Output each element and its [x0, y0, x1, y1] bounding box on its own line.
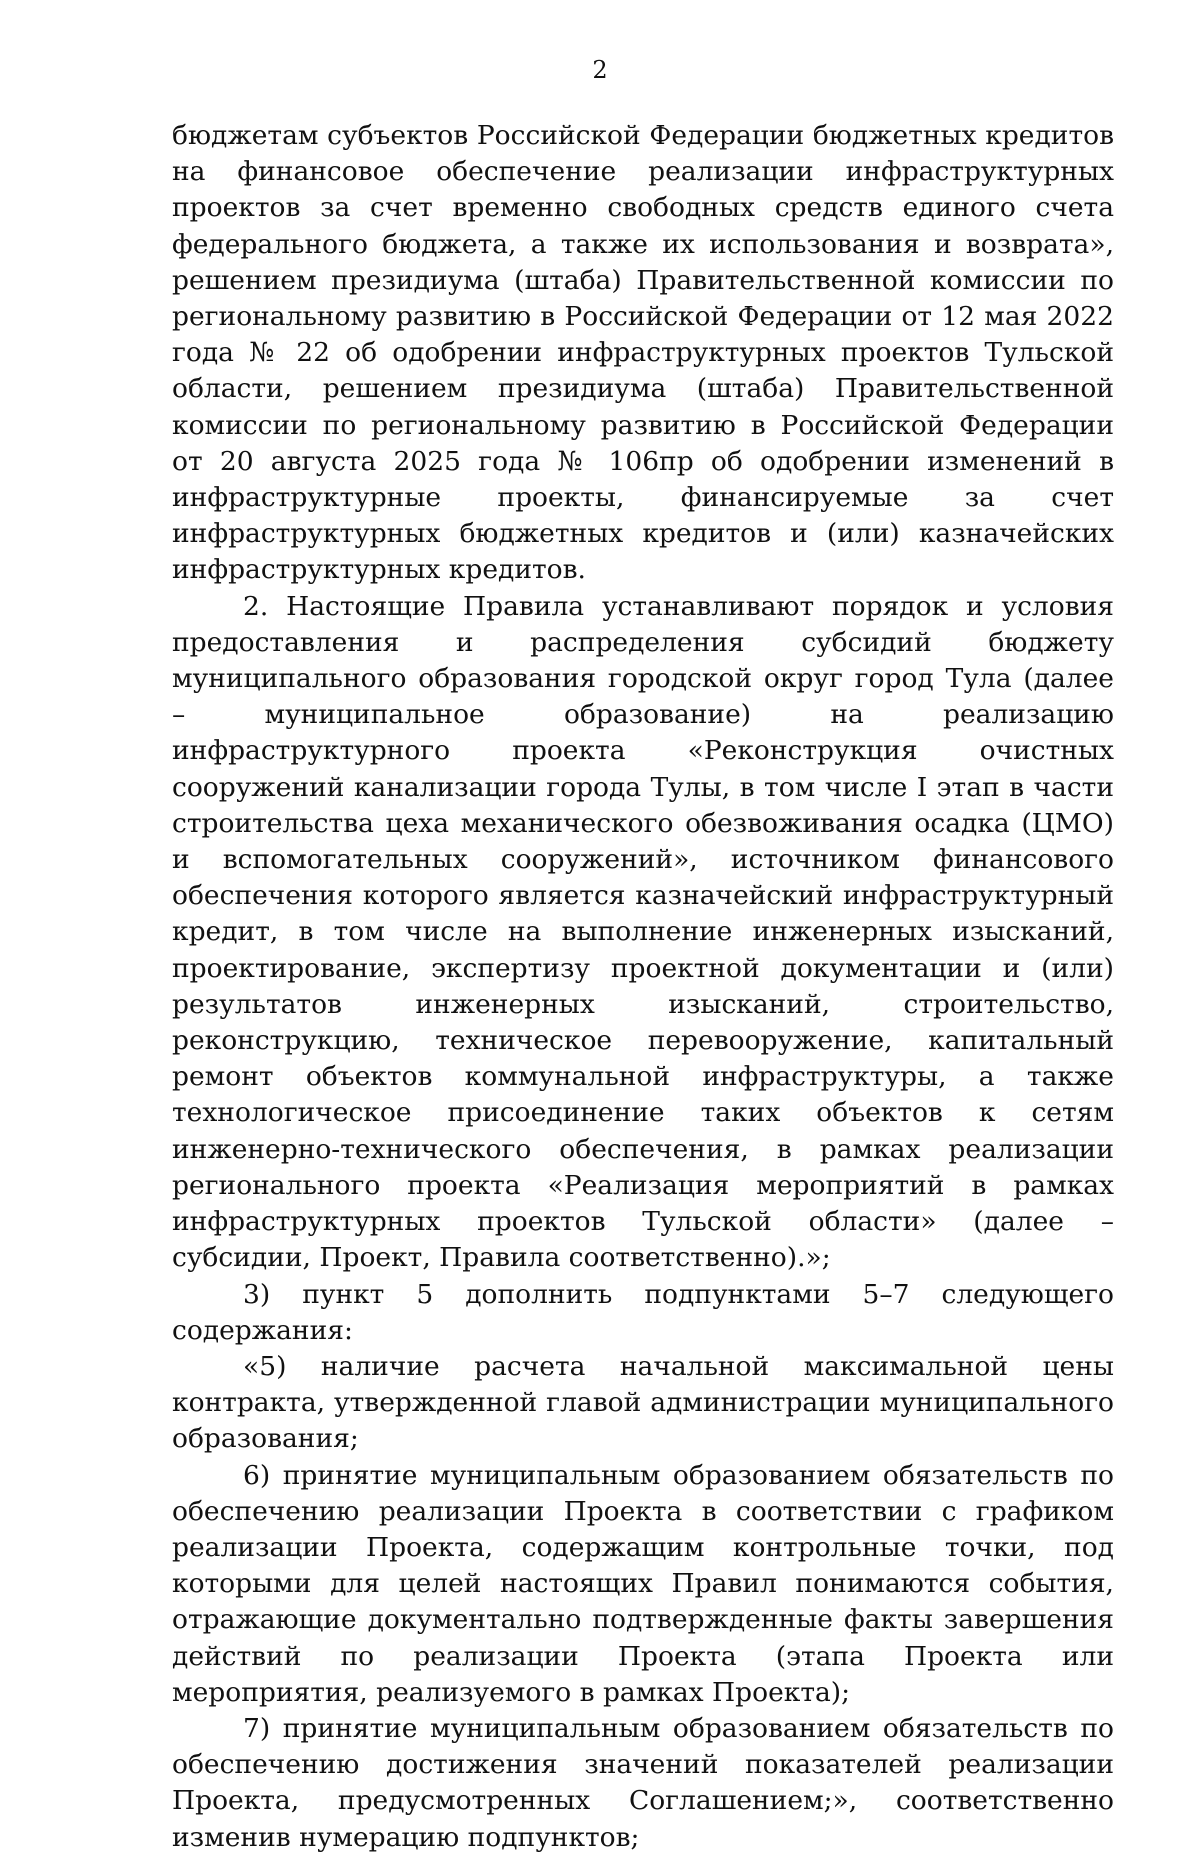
paragraph-subitem-6: 6) принятие муниципальным образованием обязательств по обеспечению реализации Проекта в соответствии с графиком реализации Проекта, содержащим контрольные точки, под которыми для целей настоящих Правил понимаются события, отражающие документально подтвержденные факты завершения действий по реализации Проекта (этапа Проекта или мероприятия, реализуемого в рамках Проекта); [172, 1459, 1114, 1708]
paragraph-continuation: бюджетам субъектов Российской Федерации бюджетных кредитов на финансовое обеспечение реализации инфраструктурных проектов за счет временно свободных средств единого счета федерального бюджета, а также их использования и возврата», решением президиума (штаба) Правительственной комиссии по региональному развитию в Российской Федерации от 12 мая 2022 года № 22 об одобрении инфраструктурных проектов Тульской области, решением президиума (штаба) Правительственной комиссии по региональному развитию в Российской Федерации от 20 августа 2025 года № 106пр об одобрении изменений в инфраструктурные проекты, финансируемые за счет инфраструктурных бюджетных кредитов и (или) казначейских инфраструктурных кредитов. [172, 120, 1114, 586]
document-body [172, 118, 1114, 1856]
paragraph-clause-2: 2. Настоящие Правила устанавливают порядок и условия предоставления и распределения субсидий бюджету муниципального образования городской округ город Тула (далее – муниципальное образование) на реализацию инфраструктурного проекта «Реконструкция очистных сооружений канализации города Тулы, в том числе I этап в части строительства цеха механического обезвоживания осадка (ЦМО) и вспомогательных сооружений», источником финансового обеспечения которого является казначейский инфраструктурный кредит, в том числе на выполнение инженерных изысканий, проектирование, экспертизу проектной документации и (или) результатов инженерных изысканий, строительство, реконструкцию, техническое перевооружение, капитальный ремонт объектов коммунальной инфраструктуры, а также технологическое присоединение таких объектов к сетям инженерно-технического обеспечения, в рамках реализации регионального проекта «Реализация мероприятий в рамках инфраструктурных проектов Тульской области» (далее – субсидии, Проект, Правила соответственно).»; [172, 590, 1114, 1274]
paragraph-subitem-7: 7) принятие муниципальным образованием обязательств по обеспечению достижения значений показателей реализации Проекта, предусмотренных Соглашением;», соответственно изменив нумерацию подпунктов; [172, 1712, 1114, 1853]
paragraph-subitem-5: «5) наличие расчета начальной максимальной цены контракта, утвержденной главой администрации муниципального образования; [172, 1350, 1114, 1455]
page-number: 2 [592, 56, 608, 84]
paragraph-item-3: 3) пункт 5 дополнить подпунктами 5–7 следующего содержания: [172, 1278, 1114, 1346]
